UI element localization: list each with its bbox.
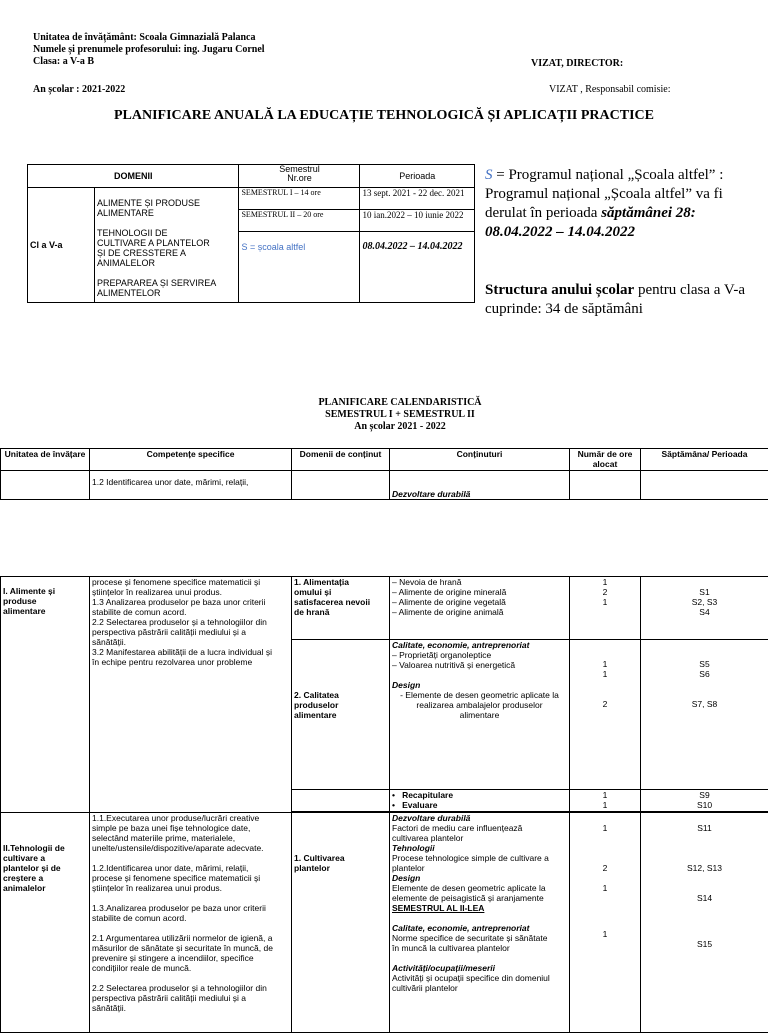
semester-2: SEMESTRUL II – 20 ore — [239, 210, 360, 232]
row0-week — [641, 471, 768, 500]
side-note — [485, 166, 747, 242]
hours-value: 2 — [572, 587, 638, 597]
row0-competente: 1.2 Identificarea unor date, mărimi, relații, — [90, 471, 292, 500]
unit1-weeks2 — [641, 640, 768, 790]
unit2-competente: 1.1.Executarea unor produse/lucrări creative simple pe baza unei fișe tehnologice date, selectând materiile prime, materialele, unelte/ustensile/dispozitive/aparate adecvate. 1.2.Identificarea unor date, mărimi, relații, procese și fenomene specifice matematicii și științelor în realizarea unui produs. 1.3.Analizarea produselor pe baza unor criterii stabilite de comun acord. 2.1 Argumentarea utilizării normelor de igienă, a măsurilor de sănătate și securitate în muncă, de prevenire și stingere a incendiilor, specifice condițiilor reale de muncă. 2.2 Selectarea produselor și a tehnologiilor din perspectiva păstrării calității mediului și a sănătății. — [90, 813, 292, 1033]
hours-value: 2 — [572, 863, 638, 873]
week-value: S11 — [643, 823, 766, 833]
calendar-title-1: PLANIFICARE CALENDARISTICĂ — [0, 397, 768, 409]
domain-2: TEHNOLOGII DE CULTIVARE A PLANTELOR ȘI DE CRESSTERE A ANIMALELOR — [97, 228, 236, 268]
week-value: S14 — [643, 893, 766, 903]
c-tehn-text: Procese tehnologice simple de cultivare a plantelor — [392, 853, 567, 873]
domain-1: ALIMENTE ȘI PRODUSE ALIMENTARE — [97, 198, 236, 218]
week-value: S7, S8 — [643, 699, 766, 709]
unit2-hours — [570, 813, 641, 1033]
unit1-competente: procese și fenomene specifice matematicii și științelor în realizarea unui produs. 1.3 Analizarea produselor pe baza unor criterii stabilite de comun acord. 2.2 Selectarea produselor și a tehnologiilor din perspectiva păstrării calității mediului și a sănătății. 3.2 Manifestarea abilității de a lucra individual și în echipe pentru rezolvarea unor probleme — [90, 577, 292, 813]
week-value: S1 — [643, 587, 766, 597]
content1-item: – Alimente de origine minerală — [392, 587, 567, 597]
c-tehn: Tehnologii — [392, 843, 567, 853]
col-saptamana: Săptămâna/ Perioada — [641, 449, 768, 471]
unit2-weeks — [641, 813, 768, 1033]
content2-heading: Calitate, economie, antreprenoriat — [392, 640, 567, 650]
structure-label: Structura anului școlar — [485, 282, 634, 298]
period-2: 10 ian.2022 – 10 iunie 2022 — [360, 210, 475, 232]
row0-unit — [1, 471, 90, 500]
vizat-responsabil: VIZAT , Responsabil comisie: — [549, 84, 670, 96]
vizat-director: VIZAT, DIRECTOR: — [531, 58, 623, 70]
hours-value: 1 — [572, 883, 638, 893]
eval-item: • Evaluare — [392, 800, 567, 810]
c-sem2: SEMESTRUL AL II-LEA — [392, 903, 567, 913]
c-design-text: Elemente de desen geometric aplicate la elemente de peisagistică și aranjamente — [392, 883, 567, 903]
week-value: S12, S13 — [643, 863, 766, 873]
header-period: Perioada — [360, 165, 475, 188]
calendar-table-top — [0, 448, 768, 500]
hours-value: 1 — [572, 800, 638, 810]
header-domains: DOMENII — [28, 165, 239, 188]
week-value: S2, S3 — [643, 597, 766, 607]
c-design: Design — [392, 873, 567, 883]
unit2-domain: 1. Cultivarea plantelor — [292, 813, 390, 1033]
week-value: S9 — [643, 790, 766, 800]
school-year: An școlar : 2021-2022 — [33, 84, 125, 96]
unit1-domain2: 2. Calitatea produselor alimentare — [292, 640, 390, 790]
week-value: S4 — [643, 607, 766, 617]
recap-item: • Recapitulare — [392, 790, 567, 800]
semester-1: SEMESTRUL I – 14 ore — [239, 188, 360, 210]
unit1-weeks1 — [641, 577, 768, 640]
school-name: Unitatea de învățământ: Scoala Gimnazială Palanca — [33, 32, 265, 44]
row0-content: Dezvoltare durabilă — [390, 471, 570, 500]
side-note-week: săptămânei 28: 08.04.2022 – 14.04.2022 — [485, 205, 696, 240]
calendar-title-2: SEMESTRUL I + SEMESTRUL II — [0, 409, 768, 421]
school-altfel-period: 08.04.2022 – 14.04.2022 — [360, 232, 475, 303]
domains-list — [95, 188, 239, 303]
c-act: Activități/ocupații/meserii — [392, 963, 567, 973]
col-competente: Competențe specifice — [90, 449, 292, 471]
calendar-table-main — [0, 576, 768, 1033]
hours-value: 2 — [572, 699, 638, 709]
hours-value: 1 — [572, 790, 638, 800]
unit1-name: I. Alimente și produse alimentare — [1, 577, 90, 813]
page-title: PLANIFICARE ANUALĂ LA EDUCAȚIE TEHNOLOGICĂ ȘI APLICAȚII PRACTICE — [0, 108, 768, 124]
content2-item: – Valoarea nutritivă și energetică — [392, 660, 567, 670]
recap-hours — [570, 790, 641, 812]
recap-weeks — [641, 790, 768, 812]
content1-item: – Alimente de origine vegetală — [392, 597, 567, 607]
content1-item: – Alimente de origine animală — [392, 607, 567, 617]
unit1-content2 — [390, 640, 570, 790]
side-note-text: = Programul național „Școala altfel” : Programul național „Școala altfel” va fi derulat în perioada — [485, 167, 723, 221]
structure-text: pentru clasa a V-a cuprinde: 34 de săptămâni — [485, 282, 745, 317]
c-act-text: Activități și ocupații specifice din domeniul cultivării plantelor — [392, 973, 567, 993]
row0-domain — [292, 471, 390, 500]
s-symbol: S — [485, 167, 493, 183]
content2-item: – Proprietăți organoleptice — [392, 650, 567, 660]
content2-design: Design — [392, 680, 567, 690]
recap-list — [390, 790, 570, 812]
unit1-hours2 — [570, 640, 641, 790]
c-dezv-text: Factori de mediu care influențează cultivarea plantelor — [392, 823, 567, 843]
unit2-content — [390, 813, 570, 1033]
domain-3: PREPARAREA ȘI SERVIREA ALIMENTELOR — [97, 278, 236, 298]
c-dezv: Dezvoltare durabilă — [392, 813, 567, 823]
header-semester: Semestrul Nr.ore — [239, 165, 360, 188]
hours-value: 1 — [572, 659, 638, 669]
annual-plan-table — [27, 164, 475, 303]
calendar-title-3: An școlar 2021 - 2022 — [0, 421, 768, 433]
row0-hours — [570, 471, 641, 500]
c-cal-text: Norme specifice de securitate și sănătate în muncă la cultivarea plantelor — [392, 933, 567, 953]
week-value: S15 — [643, 939, 766, 949]
unit1-hours1 — [570, 577, 641, 640]
col-ore: Număr de ore alocat — [570, 449, 641, 471]
unit1-domain1: 1. Alimentația omului și satisfacerea nevoii de hrană — [292, 577, 390, 640]
content2-design-text: - Elemente de desen geometric aplicate la realizarea ambalajelor produselor alimentare — [392, 690, 567, 720]
year-structure — [485, 281, 747, 319]
class-cell: Cl a V-a — [28, 188, 95, 303]
teacher-name: Numele și prenumele profesorului: ing. Jugaru Cornel — [33, 44, 265, 56]
unit1-content1 — [390, 577, 570, 640]
col-unit: Unitatea de învățare — [1, 449, 90, 471]
week-value: S5 — [643, 659, 766, 669]
content1-item: – Nevoia de hrană — [392, 577, 567, 587]
hours-value: 1 — [572, 577, 638, 587]
hours-value: 1 — [572, 823, 638, 833]
school-altfel-cell: S = școala altfel — [239, 232, 360, 303]
calendar-title — [0, 397, 768, 433]
period-1: 13 sept. 2021 - 22 dec. 2021 — [360, 188, 475, 210]
class-label: Clasa: a V-a B — [33, 56, 265, 68]
col-domenii: Domenii de conținut — [292, 449, 390, 471]
recap-domain — [292, 790, 390, 812]
col-continuturi: Conținuturi — [390, 449, 570, 471]
c-cal: Calitate, economie, antreprenoriat — [392, 923, 567, 933]
week-value: S6 — [643, 669, 766, 679]
week-value: S10 — [643, 800, 766, 810]
hours-value: 1 — [572, 669, 638, 679]
unit2-name: II.Tehnologii de cultivare a plantelor și de creștere a animalelor — [1, 813, 90, 1033]
school-header — [33, 32, 265, 68]
hours-value: 1 — [572, 597, 638, 607]
hours-value: 1 — [572, 929, 638, 939]
